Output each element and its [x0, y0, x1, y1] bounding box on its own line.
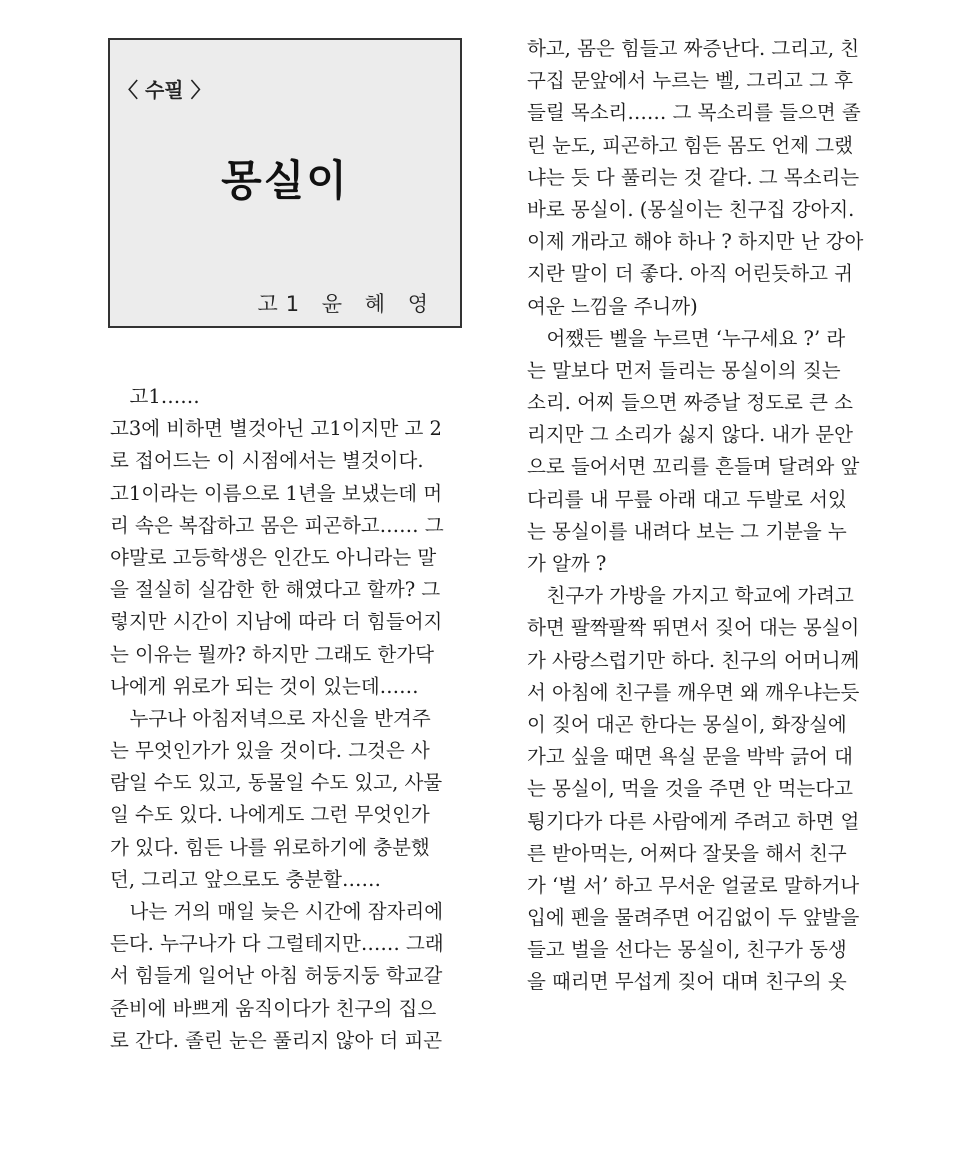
genre-label: 〈 수필 〉 — [118, 78, 211, 102]
text-line: 로 접어드는 이 시점에서는 별것이다. — [110, 449, 424, 473]
text-line: 다리를 내 무릎 아래 대고 두발로 서있 — [527, 487, 847, 511]
text-line: 는 이유는 뭘까? 하지만 그래도 한가닥 — [110, 642, 435, 666]
text-line: 바로 몽실이. (몽실이는 친구집 강아지. — [527, 197, 855, 221]
text-line: 서 아침에 친구를 깨우면 왜 깨우냐는듯 — [527, 680, 860, 704]
text-line: 지란 말이 더 좋다. 아직 어린듯하고 귀 — [527, 262, 853, 286]
text-line: 서 힘들게 일어난 아침 허둥지둥 학교갈 — [110, 964, 443, 988]
text-line: 을 절실히 실감한 한 해였다고 할까? 그 — [110, 578, 441, 602]
text-line: 이 짖어 대곤 한다는 몽실이, 화장실에 — [527, 712, 847, 736]
text-line: 고1이라는 이름으로 1년을 보냈는데 머 — [110, 481, 443, 505]
text-line: 가고 싶을 때면 욕실 문을 박박 긁어 대 — [527, 745, 853, 769]
text-line: 고3에 비하면 별것아닌 고1이지만 고 2 — [110, 417, 442, 441]
text-line: 가 있다. 힘든 나를 위로하기에 충분했 — [110, 835, 430, 859]
title-box — [108, 38, 462, 328]
text-line: 는 몽실이, 먹을 것을 주면 안 먹는다고 — [527, 777, 853, 801]
text-line: 여운 느낌을 주니까) — [527, 294, 698, 318]
text-line: 야말로 고등학생은 인간도 아니라는 말 — [110, 545, 437, 569]
text-line: 로 간다. 졸린 눈은 풀리지 않아 더 피곤 — [110, 1028, 443, 1052]
text-line: 입에 펜을 물려주면 어김없이 두 앞발을 — [527, 906, 860, 930]
text-line: 리지만 그 소리가 싫지 않다. 내가 문안 — [527, 423, 853, 447]
essay-title: 몽실이 — [221, 156, 349, 205]
text-line: 는 몽실이를 내려다 보는 그 기분을 누 — [527, 519, 847, 543]
text-line: 고1…… — [110, 385, 200, 408]
text-line: 가 사랑스럽기만 하다. 친구의 어머니께 — [527, 648, 860, 672]
text-line: 으로 들어서면 꼬리를 흔들며 달려와 앞 — [527, 455, 860, 479]
text-line: 가 알까 ? — [527, 552, 607, 575]
text-line: 리 속은 복잡하고 몸은 피곤하고…… 그 — [110, 513, 444, 537]
text-line: 던, 그리고 앞으로도 충분할…… — [110, 867, 382, 891]
text-line: 누구나 아침저녁으로 자신을 반겨주 — [110, 706, 431, 730]
text-line: 나에게 위로가 되는 것이 있는데…… — [110, 674, 419, 698]
text-line: 냐는 듯 다 풀리는 것 같다. 그 목소리는 — [527, 165, 860, 189]
text-line: 른 받아먹는, 어쩌다 잘못을 해서 친구 — [527, 841, 847, 865]
text-line: 친구가 가방을 가지고 학교에 가려고 — [527, 584, 854, 608]
author-name: 고1 윤 혜 영 — [257, 292, 436, 316]
text-line: 는 말보다 먼저 들리는 몽실이의 짖는 — [527, 358, 841, 382]
text-line: 구집 문앞에서 누르는 벨, 그리고 그 후 — [527, 69, 853, 93]
text-line: 들릴 목소리…… 그 목소리를 들으면 졸 — [527, 101, 861, 125]
text-line: 람일 수도 있고, 동물일 수도 있고, 사물 — [110, 771, 443, 795]
text-line: 튕기다가 다른 사람에게 주려고 하면 얼 — [527, 809, 860, 833]
text-line: 어쨌든 벨을 누르면 ‘누구세요 ?’ 라 — [527, 326, 846, 350]
text-line: 든다. 누구나가 다 그럴테지만…… 그래 — [110, 932, 444, 956]
text-line: 린 눈도, 피곤하고 힘든 몸도 언제 그랬 — [527, 133, 853, 157]
text-line: 하면 팔짝팔짝 뛰면서 짖어 대는 몽실이 — [527, 616, 860, 640]
text-line: 하고, 몸은 힘들고 짜증난다. 그리고, 친 — [527, 37, 860, 60]
text-line: 을 때리면 무섭게 짖어 대며 친구의 옷 — [527, 970, 847, 994]
text-line: 나는 거의 매일 늦은 시간에 잠자리에 — [110, 900, 444, 923]
text-line: 렇지만 시간이 지남에 따라 더 힘들어지 — [110, 610, 443, 634]
text-line: 일 수도 있다. 나에게도 그런 무엇인가 — [110, 803, 430, 827]
right-column — [527, 33, 899, 999]
text-line: 가 ‘벌 서’ 하고 무서운 얼굴로 말하거나 — [527, 873, 860, 897]
text-line: 소리. 어찌 들으면 짜증날 정도로 큰 소 — [527, 391, 853, 415]
text-line: 이제 개라고 해야 하나 ? 하지만 난 강아 — [527, 230, 864, 254]
text-line: 준비에 바쁘게 움직이다가 친구의 집으 — [110, 996, 437, 1020]
text-line: 는 무엇인가가 있을 것이다. 그것은 사 — [110, 739, 430, 763]
text-line: 들고 벌을 선다는 몽실이, 친구가 동생 — [527, 938, 847, 962]
left-column — [110, 381, 470, 1057]
